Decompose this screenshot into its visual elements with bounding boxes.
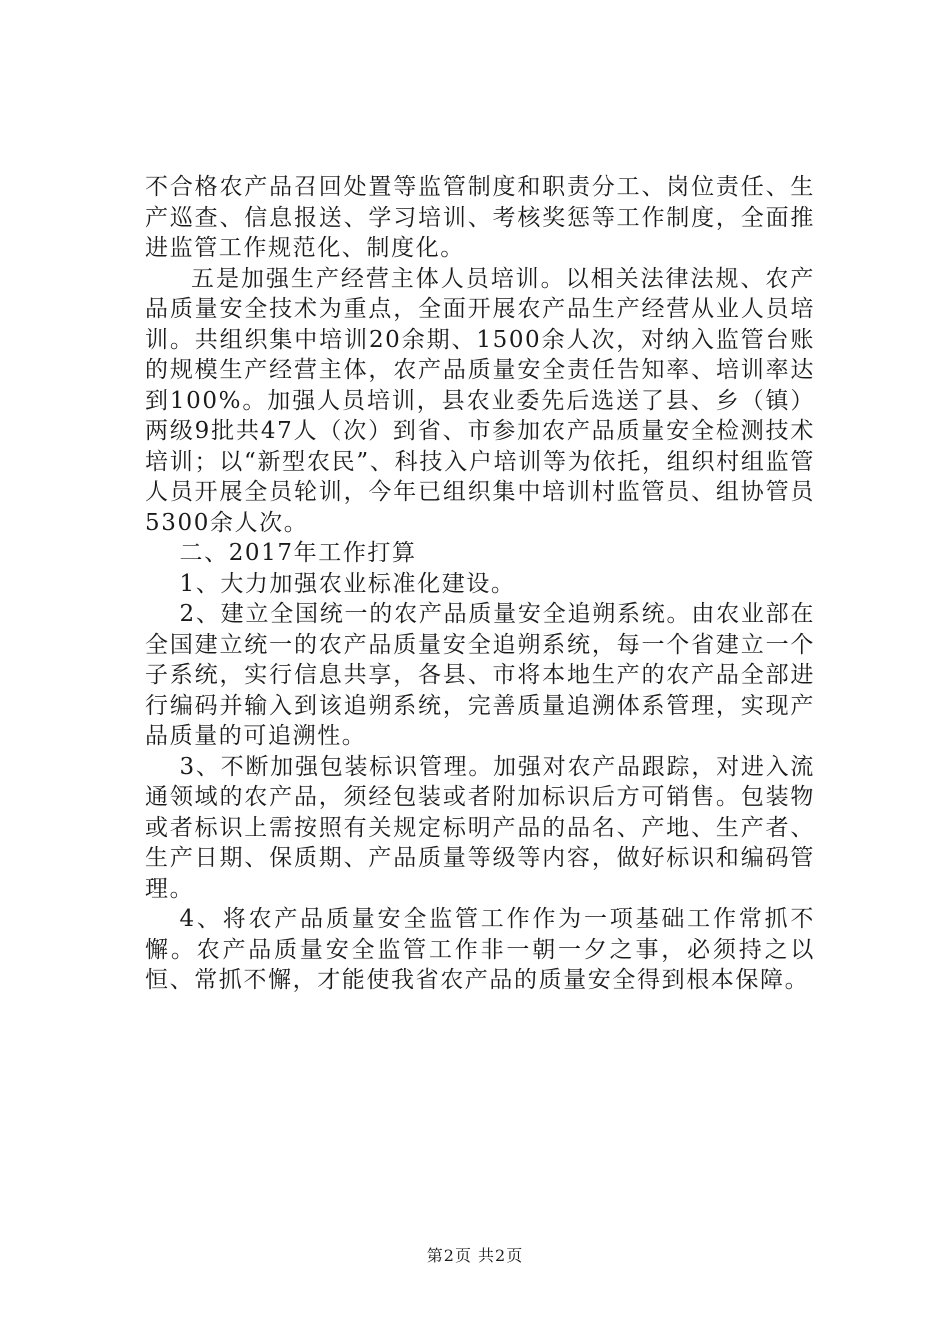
paragraph-continuation: 不合格农产品召回处置等监管制度和职责分工、岗位责任、生产巡查、信息报送、学习培训、考核奖惩等工作制度，全面推进监管工作规范化、制度化。 [145,174,815,261]
plan-item-4: 4、将农产品质量安全监管工作作为一项基础工作常抓不懈。农产品质量安全监管工作非一朝一夕之事，必须持之以恒、常抓不懈，才能使我省农产品的质量安全得到根本保障。 [145,906,815,993]
document-body [145,172,815,996]
plan-item-3: 3、不断加强包装标识管理。加强对农产品跟踪，对进入流通领域的农产品，须经包装或者附加标识后方可销售。包装物或者标识上需按照有关规定标明产品的品名、产地、生产者、生产日期、保质期、产品质量等级等内容，做好标识和编码管理。 [145,753,815,902]
paragraph-training: 五是加强生产经营主体人员培训。以相关法律法规、农产品质量安全技术为重点，全面开展农产品生产经营从业人员培训。共组织集中培训20余期、1500余人次，对纳入监管台账的规模生产经营主体，农产品质量安全责任告知率、培训率达到100%。加强人员培训，县农业委先后选送了县、乡（镇）两级9批共47人（次）到省、市参加农产品质量安全检测技术培训；以“新型农民”、科技入户培训等为依托，组织村组监管人员开展全员轮训，今年已组织集中培训村监管员、组协管员5300余人次。 [145,265,815,536]
section-heading-2017-plan: 二、2017年工作打算 [179,540,417,566]
plan-item-2: 2、建立全国统一的农产品质量安全追朔系统。由农业部在全国建立统一的农产品质量安全追朔系统，每一个省建立一个子系统，实行信息共享，各县、市将本地生产的农产品全部进行编码并输入到该追朔系统，完善质量追溯体系管理，实现产品质量的可追溯性。 [145,601,815,749]
plan-item-1: 1、大力加强农业标准化建设。 [179,570,516,597]
page-number-footer: 第2页 共2页 [426,1246,524,1265]
